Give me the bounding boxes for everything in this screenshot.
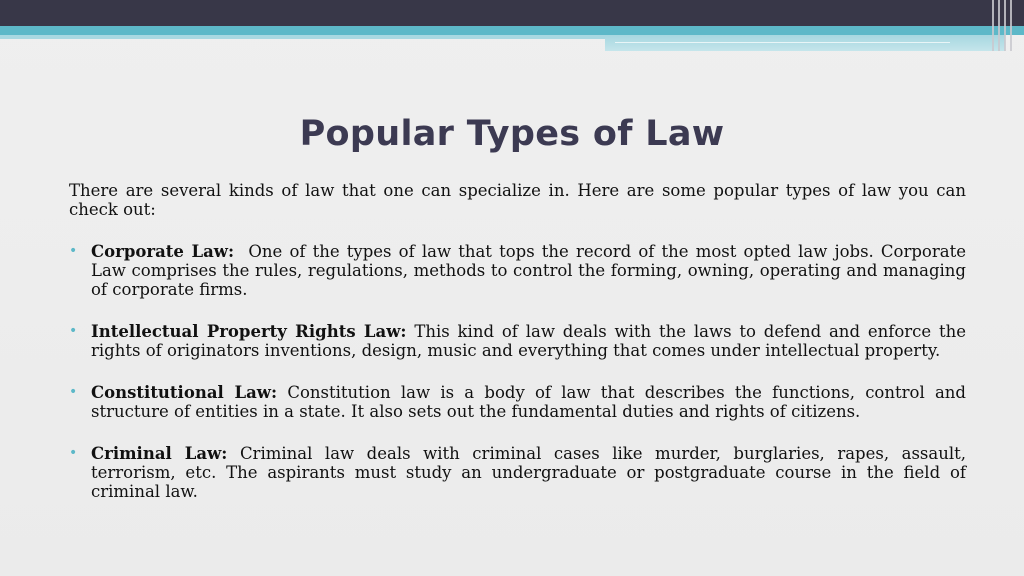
accent-band-light (0, 35, 605, 39)
bullet-icon: • (69, 323, 78, 339)
item-term: Corporate Law: (91, 242, 235, 261)
accent-band-tab (605, 35, 1005, 51)
header-bar (0, 0, 1024, 26)
item-term: Intellectual Property Rights Law: (91, 322, 407, 341)
intro-paragraph: There are several kinds of law that one can specialize in. Here are some popular types of law you can check out: (69, 181, 966, 219)
law-types-list (69, 242, 966, 501)
item-text: One of the types of law that tops the record of the most opted law jobs. Corporate Law comprises the rules, regulations, methods to control the forming, owning, operating and managing of corporate firms. (91, 242, 966, 299)
decorative-stripes (992, 0, 1016, 51)
item-text: Criminal law deals with criminal cases like murder, burglaries, rapes, assault, terrorism, etc. The aspirants must study an undergraduate or postgraduate course in the field of criminal law. (91, 444, 967, 501)
bullet-icon: • (69, 243, 78, 259)
bullet-icon: • (69, 445, 78, 461)
item-term: Constitutional Law: (91, 383, 278, 402)
item-text: Constitution law is a body of law that describes the functions, control and structure of entities in a state. It also sets out the fundamental duties and rights of citizens. (91, 383, 966, 421)
bullet-icon: • (69, 384, 78, 400)
accent-band (0, 26, 1024, 35)
list-item (69, 383, 966, 421)
item-term: Criminal Law: (91, 444, 228, 463)
list-item (69, 444, 966, 501)
list-item (69, 322, 966, 360)
list-item (69, 242, 966, 299)
slide-title: Popular Types of Law (299, 114, 725, 154)
item-text: This kind of law deals with the laws to defend and enforce the rights of originators inventions, design, music and everything that comes under intellectual property. (91, 322, 966, 360)
accent-divider (615, 42, 950, 43)
